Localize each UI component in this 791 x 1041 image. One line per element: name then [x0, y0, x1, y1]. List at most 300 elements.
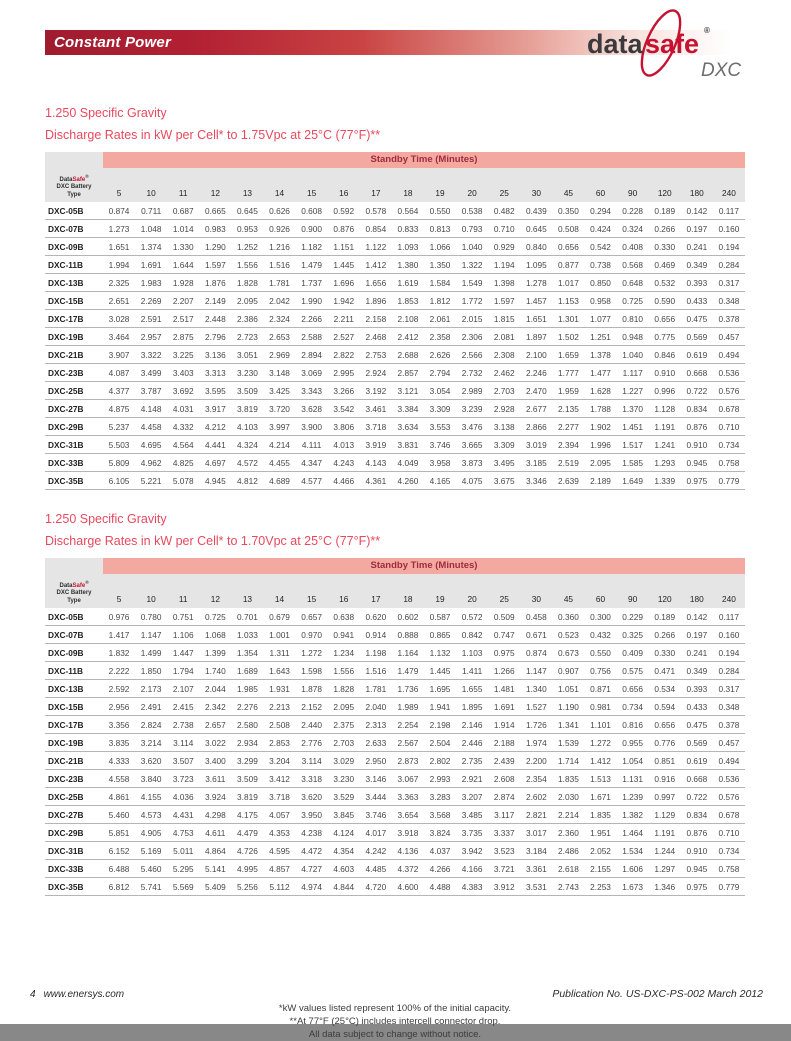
value-cell: 1.445	[424, 662, 456, 680]
value-cell: 1.278	[520, 274, 552, 292]
value-cell: 2.394	[552, 436, 584, 454]
value-cell: 0.475	[681, 716, 713, 734]
value-cell: 0.758	[713, 454, 745, 472]
value-cell: 1.198	[360, 644, 392, 662]
value-cell: 1.241	[649, 436, 681, 454]
value-cell: 2.677	[520, 400, 552, 418]
value-cell: 1.244	[649, 842, 681, 860]
row-label: DXC-15B	[45, 698, 103, 716]
row-label: DXC-29B	[45, 824, 103, 842]
value-cell: 1.781	[263, 274, 295, 292]
value-cell: 1.794	[167, 662, 199, 680]
value-cell: 3.184	[520, 842, 552, 860]
value-cell: 0.888	[392, 626, 424, 644]
row-label: DXC-21B	[45, 752, 103, 770]
value-cell: 3.835	[103, 734, 135, 752]
value-cell: 1.643	[263, 662, 295, 680]
value-cell: 2.626	[424, 346, 456, 364]
value-cell: 1.272	[296, 644, 328, 662]
value-cell: 2.934	[231, 734, 263, 752]
value-cell: 5.503	[103, 436, 135, 454]
value-cell: 1.606	[617, 860, 649, 878]
value-cell: 2.957	[135, 328, 167, 346]
value-cell: 4.472	[296, 842, 328, 860]
value-cell: 2.439	[488, 752, 520, 770]
value-cell: 3.873	[456, 454, 488, 472]
value-cell: 1.417	[103, 626, 135, 644]
value-cell: 0.469	[649, 256, 681, 274]
value-cell: 0.810	[617, 310, 649, 328]
value-cell: 3.400	[199, 752, 231, 770]
value-cell: 2.591	[135, 310, 167, 328]
value-cell: 3.207	[456, 788, 488, 806]
value-cell: 3.309	[424, 400, 456, 418]
value-cell: 0.550	[584, 644, 616, 662]
value-cell: 0.550	[424, 202, 456, 220]
value-cell: 1.832	[103, 644, 135, 662]
value-cell: 1.051	[552, 680, 584, 698]
value-cell: 1.691	[488, 698, 520, 716]
value-cell: 4.595	[263, 842, 295, 860]
value-cell: 0.228	[617, 202, 649, 220]
value-cell: 3.309	[488, 436, 520, 454]
column-header-minutes: 30	[520, 574, 552, 608]
row-label: DXC-11B	[45, 256, 103, 274]
value-cell: 0.734	[617, 698, 649, 716]
value-cell: 0.378	[713, 310, 745, 328]
value-cell: 1.649	[617, 472, 649, 490]
value-cell: 2.802	[424, 752, 456, 770]
column-header-minutes: 11	[167, 168, 199, 202]
footnote-intercell: **At 77°F (25°C) includes intercell connector drop.	[289, 1016, 501, 1027]
value-cell: 4.441	[199, 436, 231, 454]
value-cell: 0.348	[713, 292, 745, 310]
value-cell: 0.871	[584, 680, 616, 698]
value-cell: 0.738	[584, 256, 616, 274]
value-cell: 4.298	[199, 806, 231, 824]
value-cell: 2.360	[552, 824, 584, 842]
column-header-minutes: 10	[135, 168, 167, 202]
value-cell: 2.928	[488, 400, 520, 418]
value-cell: 5.112	[263, 878, 295, 896]
value-cell: 3.403	[167, 364, 199, 382]
value-cell: 6.152	[103, 842, 135, 860]
value-cell: 1.584	[424, 274, 456, 292]
value-cell: 5.237	[103, 418, 135, 436]
value-cell: 1.691	[135, 256, 167, 274]
value-cell: 4.995	[231, 860, 263, 878]
value-cell: 0.900	[296, 220, 328, 238]
brand-safe: Safe	[72, 176, 86, 183]
value-cell: 2.653	[263, 328, 295, 346]
value-cell: 3.568	[424, 806, 456, 824]
value-cell: 1.239	[617, 788, 649, 806]
value-cell: 3.919	[360, 436, 392, 454]
value-cell: 4.962	[135, 454, 167, 472]
value-cell: 4.573	[135, 806, 167, 824]
row-label: DXC-07B	[45, 626, 103, 644]
value-cell: 1.914	[488, 716, 520, 734]
value-cell: 3.343	[296, 382, 328, 400]
row-label: DXC-27B	[45, 806, 103, 824]
value-cell: 0.536	[713, 770, 745, 788]
value-cell: 2.924	[360, 364, 392, 382]
value-cell: 2.198	[424, 716, 456, 734]
value-cell: 0.572	[456, 608, 488, 626]
value-cell: 2.592	[103, 680, 135, 698]
value-cell: 0.846	[649, 346, 681, 364]
value-cell: 0.439	[520, 202, 552, 220]
value-cell: 1.974	[520, 734, 552, 752]
value-cell: 1.380	[392, 256, 424, 274]
row-label: DXC-35B	[45, 878, 103, 896]
value-cell: 0.813	[424, 220, 456, 238]
value-cell: 2.527	[328, 328, 360, 346]
value-cell: 3.918	[392, 824, 424, 842]
value-cell: 1.412	[584, 752, 616, 770]
value-cell: 0.542	[584, 238, 616, 256]
value-cell: 0.317	[713, 274, 745, 292]
value-cell: 2.030	[552, 788, 584, 806]
value-cell: 0.876	[328, 220, 360, 238]
value-cell: 3.509	[231, 382, 263, 400]
value-cell: 2.214	[552, 806, 584, 824]
value-cell: 0.534	[649, 680, 681, 698]
value-cell: 2.375	[328, 716, 360, 734]
value-cell: 1.129	[649, 806, 681, 824]
value-cell: 1.068	[199, 626, 231, 644]
value-cell: 0.409	[617, 644, 649, 662]
value-cell: 2.042	[263, 292, 295, 310]
column-header-minutes: 19	[424, 574, 456, 608]
value-cell: 3.507	[167, 752, 199, 770]
value-cell: 2.993	[424, 770, 456, 788]
value-cell: 0.710	[713, 824, 745, 842]
column-header-minutes: 16	[328, 574, 360, 608]
value-cell: 3.356	[103, 716, 135, 734]
value-cell: 0.433	[681, 292, 713, 310]
value-cell: 1.040	[617, 346, 649, 364]
datasafe-logo-graphic	[581, 5, 749, 85]
value-cell: 0.569	[681, 734, 713, 752]
value-cell: 1.902	[584, 418, 616, 436]
value-cell: 3.553	[424, 418, 456, 436]
value-cell: 4.697	[199, 454, 231, 472]
value-cell: 0.657	[296, 608, 328, 626]
column-header-minutes: 60	[584, 168, 616, 202]
value-cell: 0.587	[424, 608, 456, 626]
value-cell: 2.688	[392, 346, 424, 364]
value-cell: 1.828	[231, 274, 263, 292]
value-cell: 1.272	[584, 734, 616, 752]
brand-line	[59, 173, 88, 185]
value-cell: 0.638	[328, 608, 360, 626]
value-cell: 3.017	[520, 824, 552, 842]
value-cell: 0.701	[231, 608, 263, 626]
value-cell: 1.696	[328, 274, 360, 292]
value-cell: 1.651	[520, 310, 552, 328]
value-cell: 0.910	[649, 364, 681, 382]
value-cell: 4.857	[263, 860, 295, 878]
value-cell: 1.412	[360, 256, 392, 274]
value-cell: 1.990	[296, 292, 328, 310]
value-cell: 2.276	[231, 698, 263, 716]
value-cell: 2.567	[392, 734, 424, 752]
value-cell: 0.330	[649, 644, 681, 662]
value-cell: 3.509	[231, 770, 263, 788]
value-cell: 1.382	[617, 806, 649, 824]
column-header-minutes: 5	[103, 168, 135, 202]
value-cell: 0.975	[681, 878, 713, 896]
tables-container	[45, 106, 745, 896]
column-header-minutes: 16	[328, 168, 360, 202]
value-cell: 4.875	[103, 400, 135, 418]
value-cell: 1.812	[424, 292, 456, 310]
value-cell: 3.444	[360, 788, 392, 806]
value-cell: 3.051	[231, 346, 263, 364]
row-label: DXC-19B	[45, 734, 103, 752]
value-cell: 0.494	[713, 752, 745, 770]
column-header-minutes: 20	[456, 168, 488, 202]
value-cell: 3.620	[135, 752, 167, 770]
value-cell: 0.834	[681, 806, 713, 824]
value-cell: 1.252	[231, 238, 263, 256]
value-cell: 1.815	[488, 310, 520, 328]
value-cell: 2.796	[199, 328, 231, 346]
value-cell: 1.378	[584, 346, 616, 364]
value-cell: 0.494	[713, 346, 745, 364]
registered-trademark: ®	[704, 26, 710, 35]
value-cell: 1.339	[649, 472, 681, 490]
value-cell: 0.976	[103, 608, 135, 626]
value-cell: 0.975	[681, 472, 713, 490]
value-cell: 4.332	[167, 418, 199, 436]
value-cell: 0.602	[392, 608, 424, 626]
value-cell: 1.370	[617, 400, 649, 418]
value-cell: 3.117	[488, 806, 520, 824]
value-cell: 3.148	[263, 364, 295, 382]
value-cell: 3.907	[103, 346, 135, 364]
value-cell: 0.194	[713, 238, 745, 256]
value-cell: 1.131	[617, 770, 649, 788]
corner-line-type: Type	[67, 597, 81, 604]
value-cell: 1.117	[617, 364, 649, 382]
value-cell: 2.354	[520, 770, 552, 788]
corner-line-battery: DXC Battery	[56, 590, 92, 596]
value-cell: 0.970	[296, 626, 328, 644]
value-cell: 1.479	[296, 256, 328, 274]
value-cell: 2.633	[360, 734, 392, 752]
value-cell: 0.747	[488, 626, 520, 644]
value-cell: 1.266	[488, 662, 520, 680]
value-cell: 1.398	[488, 274, 520, 292]
value-cell: 4.242	[360, 842, 392, 860]
value-cell: 2.158	[360, 310, 392, 328]
row-label: DXC-33B	[45, 454, 103, 472]
value-cell: 2.324	[263, 310, 295, 328]
value-cell: 3.204	[263, 752, 295, 770]
corner-line-battery: DXC Battery	[56, 184, 92, 190]
value-cell: 1.103	[456, 644, 488, 662]
value-cell: 2.135	[552, 400, 584, 418]
value-cell: 0.424	[584, 220, 616, 238]
value-cell: 3.361	[520, 860, 552, 878]
value-cell: 5.078	[167, 472, 199, 490]
row-label: DXC-21B	[45, 346, 103, 364]
row-label: DXC-31B	[45, 436, 103, 454]
column-header-minutes: 17	[360, 574, 392, 608]
page-footer	[30, 988, 763, 1000]
standby-time-band: Standby Time (Minutes)	[103, 558, 745, 574]
value-cell: 1.164	[392, 644, 424, 662]
value-cell: 0.117	[713, 202, 745, 220]
value-cell: 1.777	[552, 364, 584, 382]
value-cell: 1.951	[584, 824, 616, 842]
value-cell: 1.411	[456, 662, 488, 680]
value-cell: 1.740	[199, 662, 231, 680]
value-cell: 1.182	[296, 238, 328, 256]
value-cell: 0.710	[488, 220, 520, 238]
row-label: DXC-13B	[45, 274, 103, 292]
value-cell: 3.114	[167, 734, 199, 752]
discharge-table	[45, 558, 745, 896]
value-cell: 4.136	[392, 842, 424, 860]
value-cell: 1.040	[456, 238, 488, 256]
value-cell: 0.471	[649, 662, 681, 680]
value-cell: 1.655	[456, 680, 488, 698]
value-cell: 4.753	[167, 824, 199, 842]
page-number: 4	[30, 989, 36, 1000]
value-cell: 3.214	[135, 734, 167, 752]
value-cell: 1.330	[167, 238, 199, 256]
value-cell: 6.105	[103, 472, 135, 490]
value-cell: 0.780	[135, 608, 167, 626]
value-cell: 2.015	[456, 310, 488, 328]
value-cell: 0.523	[552, 626, 584, 644]
value-cell: 0.907	[552, 662, 584, 680]
column-header-minutes: 11	[167, 574, 199, 608]
value-cell: 3.054	[424, 382, 456, 400]
value-cell: 3.121	[392, 382, 424, 400]
value-cell: 1.656	[360, 274, 392, 292]
value-cell: 1.017	[552, 274, 584, 292]
value-cell: 5.169	[135, 842, 167, 860]
value-cell: 1.619	[392, 274, 424, 292]
value-cell: 3.069	[296, 364, 328, 382]
value-cell: 0.910	[681, 842, 713, 860]
value-cell: 4.017	[360, 824, 392, 842]
value-cell: 1.989	[392, 698, 424, 716]
value-cell: 4.383	[456, 878, 488, 896]
value-cell: 3.529	[328, 788, 360, 806]
column-header-minutes: 19	[424, 168, 456, 202]
value-cell: 2.703	[488, 382, 520, 400]
value-cell: 0.711	[135, 202, 167, 220]
value-cell: 0.955	[617, 734, 649, 752]
value-cell: 1.477	[584, 364, 616, 382]
column-header-minutes: 18	[392, 168, 424, 202]
value-cell: 3.654	[392, 806, 424, 824]
value-cell: 3.192	[360, 382, 392, 400]
value-cell: 0.645	[231, 202, 263, 220]
value-cell: 3.665	[456, 436, 488, 454]
value-cell: 1.585	[617, 454, 649, 472]
value-cell: 2.950	[360, 752, 392, 770]
value-cell: 1.876	[199, 274, 231, 292]
value-cell: 0.668	[681, 770, 713, 788]
value-cell: 1.788	[584, 400, 616, 418]
publication-info: Publication No. US-DXC-PS-002 March 2012	[552, 988, 763, 1000]
value-cell: 2.173	[135, 680, 167, 698]
column-header-minutes: 14	[263, 168, 295, 202]
value-cell: 0.751	[167, 608, 199, 626]
value-cell: 1.516	[360, 662, 392, 680]
value-cell: 4.558	[103, 770, 135, 788]
value-cell: 2.440	[296, 716, 328, 734]
value-cell: 2.602	[520, 788, 552, 806]
value-cell: 0.775	[649, 328, 681, 346]
value-cell: 0.914	[360, 626, 392, 644]
row-label: DXC-05B	[45, 608, 103, 626]
value-cell: 0.945	[681, 860, 713, 878]
value-cell: 0.578	[360, 202, 392, 220]
value-cell: 0.776	[649, 734, 681, 752]
value-cell: 3.787	[135, 382, 167, 400]
value-cell: 1.151	[328, 238, 360, 256]
value-cell: 4.260	[392, 472, 424, 490]
value-cell: 3.950	[296, 806, 328, 824]
value-cell: 2.207	[167, 292, 199, 310]
value-cell: 2.470	[520, 382, 552, 400]
value-cell: 4.812	[231, 472, 263, 490]
value-cell: 1.527	[520, 698, 552, 716]
value-cell: 5.809	[103, 454, 135, 472]
value-cell: 4.212	[199, 418, 231, 436]
value-cell: 3.819	[231, 400, 263, 418]
value-cell: 1.216	[263, 238, 295, 256]
corner-header-cell	[45, 152, 103, 202]
value-cell: 2.200	[520, 752, 552, 770]
value-cell: 2.213	[263, 698, 295, 716]
value-cell: 2.468	[360, 328, 392, 346]
value-cell: 0.656	[649, 310, 681, 328]
discharge-table-section	[45, 512, 745, 896]
value-cell: 2.386	[231, 310, 263, 328]
value-cell: 3.721	[488, 860, 520, 878]
value-cell: 5.256	[231, 878, 263, 896]
value-cell: 0.840	[520, 238, 552, 256]
value-cell: 1.350	[424, 256, 456, 274]
row-label: DXC-29B	[45, 418, 103, 436]
value-cell: 0.626	[263, 202, 295, 220]
value-cell: 4.049	[392, 454, 424, 472]
value-cell: 2.875	[167, 328, 199, 346]
value-cell: 1.835	[552, 770, 584, 788]
value-cell: 4.861	[103, 788, 135, 806]
value-cell: 1.106	[167, 626, 199, 644]
value-cell: 1.556	[231, 256, 263, 274]
value-cell: 3.958	[424, 454, 456, 472]
value-cell: 2.703	[328, 734, 360, 752]
value-cell: 2.095	[231, 292, 263, 310]
value-cell: 1.835	[584, 806, 616, 824]
value-cell: 0.189	[649, 608, 681, 626]
value-cell: 0.876	[681, 824, 713, 842]
value-cell: 3.322	[135, 346, 167, 364]
value-cell: 0.725	[617, 292, 649, 310]
column-header-minutes: 20	[456, 574, 488, 608]
value-cell: 2.853	[263, 734, 295, 752]
